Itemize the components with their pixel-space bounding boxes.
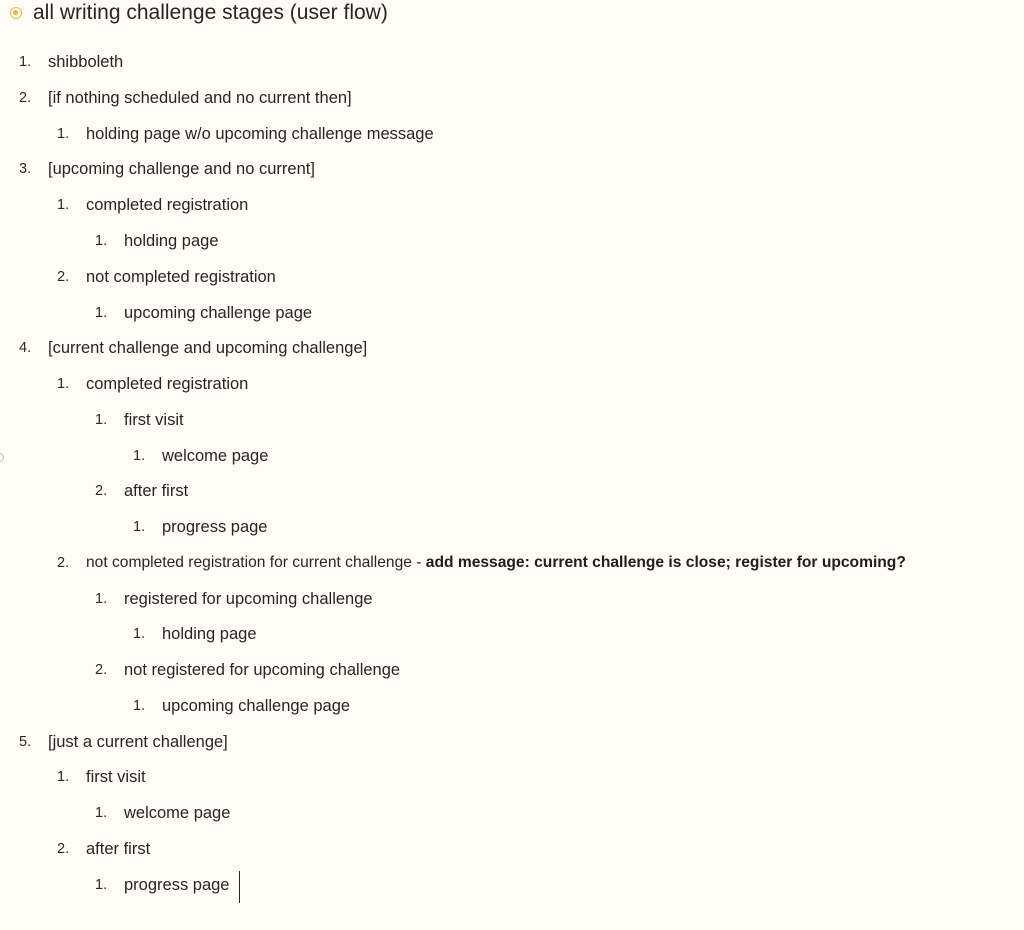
list-number: 1. xyxy=(95,305,108,321)
text-cursor xyxy=(239,871,240,903)
list-item-text[interactable] xyxy=(86,551,906,575)
list-number: 4. xyxy=(19,340,32,356)
list-number: 2. xyxy=(57,555,70,571)
list-item-text[interactable]: not completed registration xyxy=(86,268,276,286)
list-item-text[interactable]: holding page xyxy=(124,232,219,250)
list-number: 1. xyxy=(95,877,108,893)
list-item-text[interactable]: [current challenge and upcoming challenge] xyxy=(48,339,368,357)
list-number: 1. xyxy=(133,519,146,535)
list-item-text[interactable]: after first xyxy=(124,482,189,500)
list-item-text[interactable]: upcoming challenge page xyxy=(162,697,351,715)
outline-bullet-icon[interactable] xyxy=(10,7,22,19)
list-item-text[interactable]: welcome page xyxy=(124,804,231,822)
list-number: 1. xyxy=(57,376,70,392)
list-number: 1. xyxy=(95,591,108,607)
list-item-text[interactable]: upcoming challenge page xyxy=(124,304,313,322)
list-number: 1. xyxy=(95,233,108,249)
gutter-handle-icon[interactable] xyxy=(0,453,4,462)
list-number: 1. xyxy=(133,448,146,464)
list-item-text[interactable]: progress page xyxy=(124,876,230,894)
list-item-text[interactable]: first visit xyxy=(124,411,184,429)
list-number: 1. xyxy=(19,54,32,70)
list-item-text[interactable]: first visit xyxy=(86,768,146,786)
list-item-text[interactable]: welcome page xyxy=(162,447,269,465)
list-number: 1. xyxy=(57,197,70,213)
list-number: 1. xyxy=(95,412,108,428)
list-number: 5. xyxy=(19,734,32,750)
list-number: 2. xyxy=(57,269,70,285)
list-item-text[interactable]: completed registration xyxy=(86,375,249,393)
list-item-text[interactable]: progress page xyxy=(162,518,268,536)
list-number: 1. xyxy=(133,626,146,642)
list-item-text[interactable]: registered for upcoming challenge xyxy=(124,590,373,608)
list-number: 1. xyxy=(95,805,108,821)
list-item-text[interactable]: [if nothing scheduled and no current then] xyxy=(48,89,352,107)
list-number: 2. xyxy=(19,90,32,106)
list-number: 2. xyxy=(95,662,108,678)
list-item-plain-text: not completed registration for current challenge - xyxy=(86,554,426,571)
list-item-text[interactable]: after first xyxy=(86,840,151,858)
list-item-text[interactable]: completed registration xyxy=(86,196,249,214)
list-number: 3. xyxy=(19,161,32,177)
list-number: 1. xyxy=(133,698,146,714)
list-item-text[interactable]: [upcoming challenge and no current] xyxy=(48,160,315,178)
list-number: 1. xyxy=(57,769,70,785)
list-item-text[interactable]: shibboleth xyxy=(48,53,124,71)
list-item-text[interactable]: not registered for upcoming challenge xyxy=(124,661,401,679)
list-item-bold-note: add message: current challenge is close; register for upcoming? xyxy=(425,554,906,571)
list-number: 1. xyxy=(57,126,70,142)
document-title[interactable]: all writing challenge stages (user flow) xyxy=(33,1,388,24)
list-item-text[interactable]: holding page w/o upcoming challenge message xyxy=(86,125,434,143)
list-number: 2. xyxy=(95,483,108,499)
list-item-text[interactable]: [just a current challenge] xyxy=(48,733,228,751)
list-item-text[interactable]: holding page xyxy=(162,625,257,643)
list-number: 2. xyxy=(57,841,70,857)
